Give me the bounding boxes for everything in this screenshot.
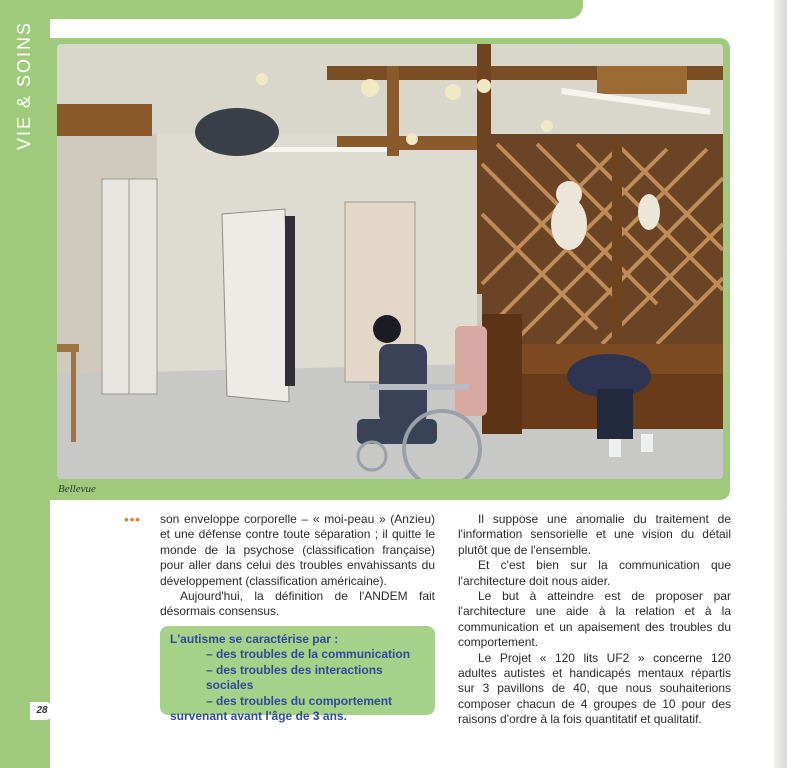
callout-intro: L'autisme se caractérise par :	[170, 632, 339, 646]
autism-definition-callout	[160, 626, 435, 724]
callout-outro: survenant avant l'âge de 3 ans.	[170, 709, 347, 724]
right-paragraph-3: Le but à atteindre est de proposer par l'architecture une aide à la relation et à la communication et un apaisement des troubles du comportement.	[458, 589, 731, 650]
left-paragraph-2: Aujourd'hui, la définition de l'ANDEM fait désormais consensus.	[160, 589, 435, 619]
callout-item-behavior: – des troubles du comportement	[206, 693, 393, 708]
left-column	[160, 512, 435, 620]
right-column	[458, 512, 731, 728]
photo-interior-room	[57, 44, 723, 479]
page-number: 28	[30, 702, 54, 720]
right-paragraph-4: Le Projet « 120 lits UF2 » concerne 120 adultes autistes et handicapés mentaux répartis sur 3 pavillons de 40, que nous souhaiterions composer chacun de 4 groupes de 10 pour des raisons d'ordre à la fois quantitatif et qualitatif.	[458, 650, 731, 727]
callout-item-communication: – des troubles de la communication	[206, 647, 411, 662]
right-paragraph-1: Il suppose une anomalie du traitement de l'information sensorielle et une vision du détail plutôt que de l'ensemble.	[458, 512, 731, 557]
callout-item-social: – des troubles des interactions sociales	[206, 662, 383, 693]
right-paragraph-2: Et c'est bien sur la communication que l'architecture doit nous aider.	[458, 558, 731, 588]
section-title: VIE & SOINS	[14, 20, 34, 150]
top-green-bar	[0, 0, 583, 19]
continuation-marker: •••	[124, 512, 141, 527]
photo-illustration	[57, 44, 723, 479]
page-gutter	[774, 0, 787, 768]
photo-caption: Bellevue	[58, 483, 96, 495]
left-paragraph-1: son enveloppe corporelle – « moi-peau » (Anzieu) et une défense contre toute séparation ; il quitte le monde de la psychose (classification française) pour aller dans celui des troubles envahissants du développement (classification américaine).	[160, 512, 435, 588]
